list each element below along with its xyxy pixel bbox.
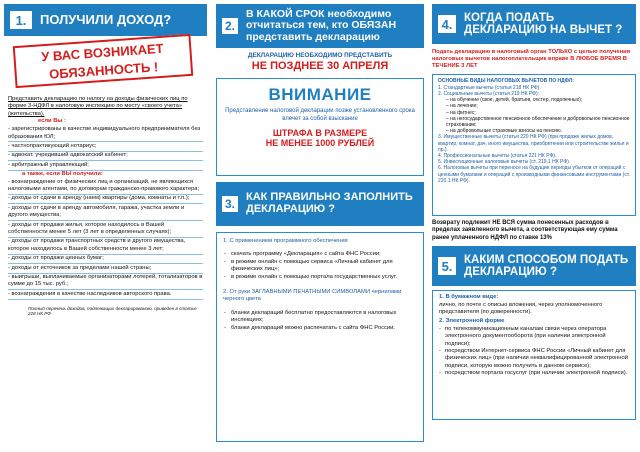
section-number: 4. bbox=[436, 13, 458, 35]
section-fill-header bbox=[216, 182, 424, 226]
section-number: 3. bbox=[220, 194, 240, 214]
list-item: - вознаграждение от физических лиц и организаций, не являющихся налоговыми агентами, по договорам гражданско-правового характера; bbox=[8, 178, 203, 195]
list-item: 1. Стандартные вычеты (статья 218 НК РФ). bbox=[438, 84, 541, 91]
list-item: 2. Социальные вычеты (статья 219 НК РФ): bbox=[438, 91, 540, 98]
fine-line-1: ШТРАФА В РАЗМЕРЕ bbox=[272, 127, 368, 138]
list-item: - доходы от источников за пределами нашей страны; bbox=[8, 264, 203, 273]
list-item: 5. Инвестиционные налоговые вычеты (ст. 219.1 НК РФ). bbox=[438, 159, 571, 166]
software-method-heading: 1. С применением программного обеспечения bbox=[223, 238, 348, 244]
deadline-block bbox=[216, 52, 424, 72]
fill-methods-box bbox=[216, 232, 424, 442]
section-deduction-header bbox=[432, 4, 636, 44]
also-label: а также, если ВЫ получили: bbox=[22, 170, 103, 177]
section-income-header bbox=[4, 4, 207, 36]
list-item: - адвокат, учредивший адвокатский кабинет; bbox=[8, 152, 203, 161]
list-item: - вознаграждения в качестве наследников авторского права. bbox=[8, 290, 203, 299]
list-item: - зарегистрированы в качестве индивидуального предпринимателя без образования ЮЛ; bbox=[8, 126, 203, 143]
list-item: - бланки деклараций бесплатно предоставляются в налоговых инспекциях; bbox=[223, 310, 417, 325]
refund-note: Возврату подлежит НЕ ВСЯ сумма понесенных расходов в пределах заявленного вычета, а соответствующая ему сумма ранее уплаченного НДФЛ по ставке 13% bbox=[432, 219, 618, 241]
list-item: - доходы от сдачи в аренду автомобиля, гаража, участка земли и другого имущества; bbox=[8, 204, 203, 221]
attention-box bbox=[216, 78, 424, 176]
list-item: – на лечение; bbox=[446, 103, 478, 110]
list-item: - по телекоммуникационным каналам связи через оператора электронного документооборота (при наличии электронной подписи); bbox=[439, 326, 629, 348]
list-item: - доходы от продажи жилья, которое находилось в Вашей собственности менее 5 лет (3 лет в определенных случаях); bbox=[8, 221, 203, 238]
list-item: – на добровольные страховые взносы на пенсию. bbox=[446, 128, 563, 135]
footnote: Полный перечень доходов, подлежащих декларированию, приведен в статье 228 НК РФ bbox=[28, 305, 197, 317]
submit-methods-box bbox=[432, 290, 636, 420]
attention-title: ВНИМАНИЕ bbox=[268, 85, 372, 104]
list-item: 6. Налоговые вычеты при переносе на будущие периоды убытков от операций с ценными бумагами и операций с производными финансовыми инструментами (ст. 220.1 НК РФ). bbox=[438, 165, 630, 184]
fine-line-2: НЕ МЕНЕЕ 1000 РУБЛЕЙ bbox=[265, 138, 375, 149]
section-submit-header bbox=[432, 246, 636, 286]
deadline-value: НЕ ПОЗДНЕЕ 30 АПРЕЛЯ bbox=[251, 60, 389, 72]
list-item: - посредством портала госуслуг (при наличии электронной подписи). bbox=[439, 370, 629, 377]
section-deadline bbox=[216, 4, 424, 442]
list-item: - частнопрактикующий нотариус; bbox=[8, 142, 203, 151]
paper-method-text: лично, по почте с описью вложения, через уполномоченного представителя (по доверенности). bbox=[439, 301, 603, 316]
list-item: - арбитражный управляющий; bbox=[8, 161, 203, 170]
list-item: - скачать программу «Декларация» с сайта ФНС России; bbox=[223, 251, 417, 258]
paper-method-heading: 1. В бумажном виде: bbox=[439, 294, 499, 301]
section-title: КОГДА ПОДАТЬ ДЕКЛАРАЦИЮ НА ВЫЧЕТ ? bbox=[464, 11, 623, 36]
list-item: - доходы от сдачи в аренду (наем) квартиры (дома, комнаты и т.п.); bbox=[8, 195, 203, 204]
deadline-label: ДЕКЛАРАЦИЮ НЕОБХОДИМО ПРЕДСТАВИТЬ bbox=[247, 52, 393, 59]
list-item: - в режиме онлайн с помощью сервиса «Личный кабинет для физических лиц»; bbox=[223, 259, 417, 274]
section-number: 2. bbox=[220, 16, 240, 36]
section-title: ПОЛУЧИЛИ ДОХОД? bbox=[40, 12, 172, 28]
list-item: 4. Профессиональные вычеты (статья 221 НК РФ). bbox=[438, 152, 557, 159]
electronic-method-heading: 2. Электронной форме bbox=[439, 318, 505, 325]
if-you-label: если Вы : bbox=[38, 118, 66, 125]
stamp-line-2: ОБЯЗАННОСТЬ ! bbox=[48, 59, 159, 82]
handwritten-method-heading: 2. От руки ЗАГЛАВНЫМИ ПЕЧАТНЫМИ СИМВОЛАМИ чернилами черного цвета bbox=[223, 289, 402, 303]
section-deduction bbox=[432, 4, 636, 420]
obligation-stamp bbox=[13, 34, 193, 88]
list-item: - посредством Интернет-сервиса ФНС России «Личный кабинет для физических лиц» (при наличии неквалифицированной электронной подписи, которую можно получить в данном сервисе); bbox=[439, 348, 629, 370]
section-number: 5. bbox=[436, 255, 458, 277]
stamp-line-1: У ВАС ВОЗНИКАЕТ bbox=[40, 40, 165, 65]
list-item: – на обучение (свое, детей, братьев, сестер, подопечных); bbox=[446, 97, 583, 104]
section-title: КАКИМ СПОСОБОМ ПОДАТЬ ДЕКЛАРАЦИЮ ? bbox=[464, 254, 629, 279]
attention-text: Представление налоговой декларации позже установленного срока влечет за собой взыскание bbox=[225, 108, 415, 122]
list-item: – на фитнес; bbox=[446, 109, 476, 116]
list-item: - выигрыши, выплачиваемые организаторами лотерей, тотализаторов в сумме до 15 тыс. руб.; bbox=[8, 274, 203, 291]
list-item: - доходы от продажи транспортных средств и другого имущества, которое находилось в Вашей собственности менее 3 лет; bbox=[8, 238, 203, 255]
deduction-types-title: ОСНОВНЫЕ ВИДЫ НАЛОГОВЫХ ВЫЧЕТОВ ПО НДФЛ: bbox=[438, 77, 574, 84]
income-intro: Представить декларацию по налогу на доходы физических лиц по форме 3-НДФЛ в налоговую инспекцию по месту «своего учета» (жительства), bbox=[8, 96, 188, 117]
income-body bbox=[4, 96, 207, 317]
list-item: - доходы от продажи ценных бумаг; bbox=[8, 255, 203, 264]
section-deadline-header bbox=[216, 4, 424, 48]
list-item: - в режиме онлайн с помощью портала государственных услуг. bbox=[223, 274, 417, 281]
deduction-types-box bbox=[432, 74, 636, 216]
list-item: - бланки деклараций можно распечатать с сайта ФНС России. bbox=[223, 325, 417, 332]
section-title: КАК ПРАВИЛЬНО ЗАПОЛНИТЬ ДЕКЛАРАЦИЮ ? bbox=[246, 191, 413, 215]
deduction-lead: Подать декларацию в налоговый орган ТОЛЬКО с целью получения налоговых вычетов налогоплательщик вправе В ЛЮБОЕ ВРЕМЯ В ТЕЧЕНИЕ 3 ЛЕТ bbox=[432, 49, 631, 70]
section-income bbox=[4, 4, 207, 317]
section-title: В КАКОЙ СРОК необходимо отчитаться тем, кто ОБЯЗАН представить декларацию bbox=[246, 8, 397, 43]
list-item: – на негосударственное пенсионное обеспечение и добровольное пенсионное страхование; bbox=[446, 115, 630, 129]
section-number: 1. bbox=[8, 9, 34, 31]
list-item: 3. Имущественные вычеты (статья 220 НК РФ) (при продаже жилых домов, квартир, комнат, дач, иного имущества, приобретении или строительстве жилья и пр.). bbox=[438, 134, 629, 153]
